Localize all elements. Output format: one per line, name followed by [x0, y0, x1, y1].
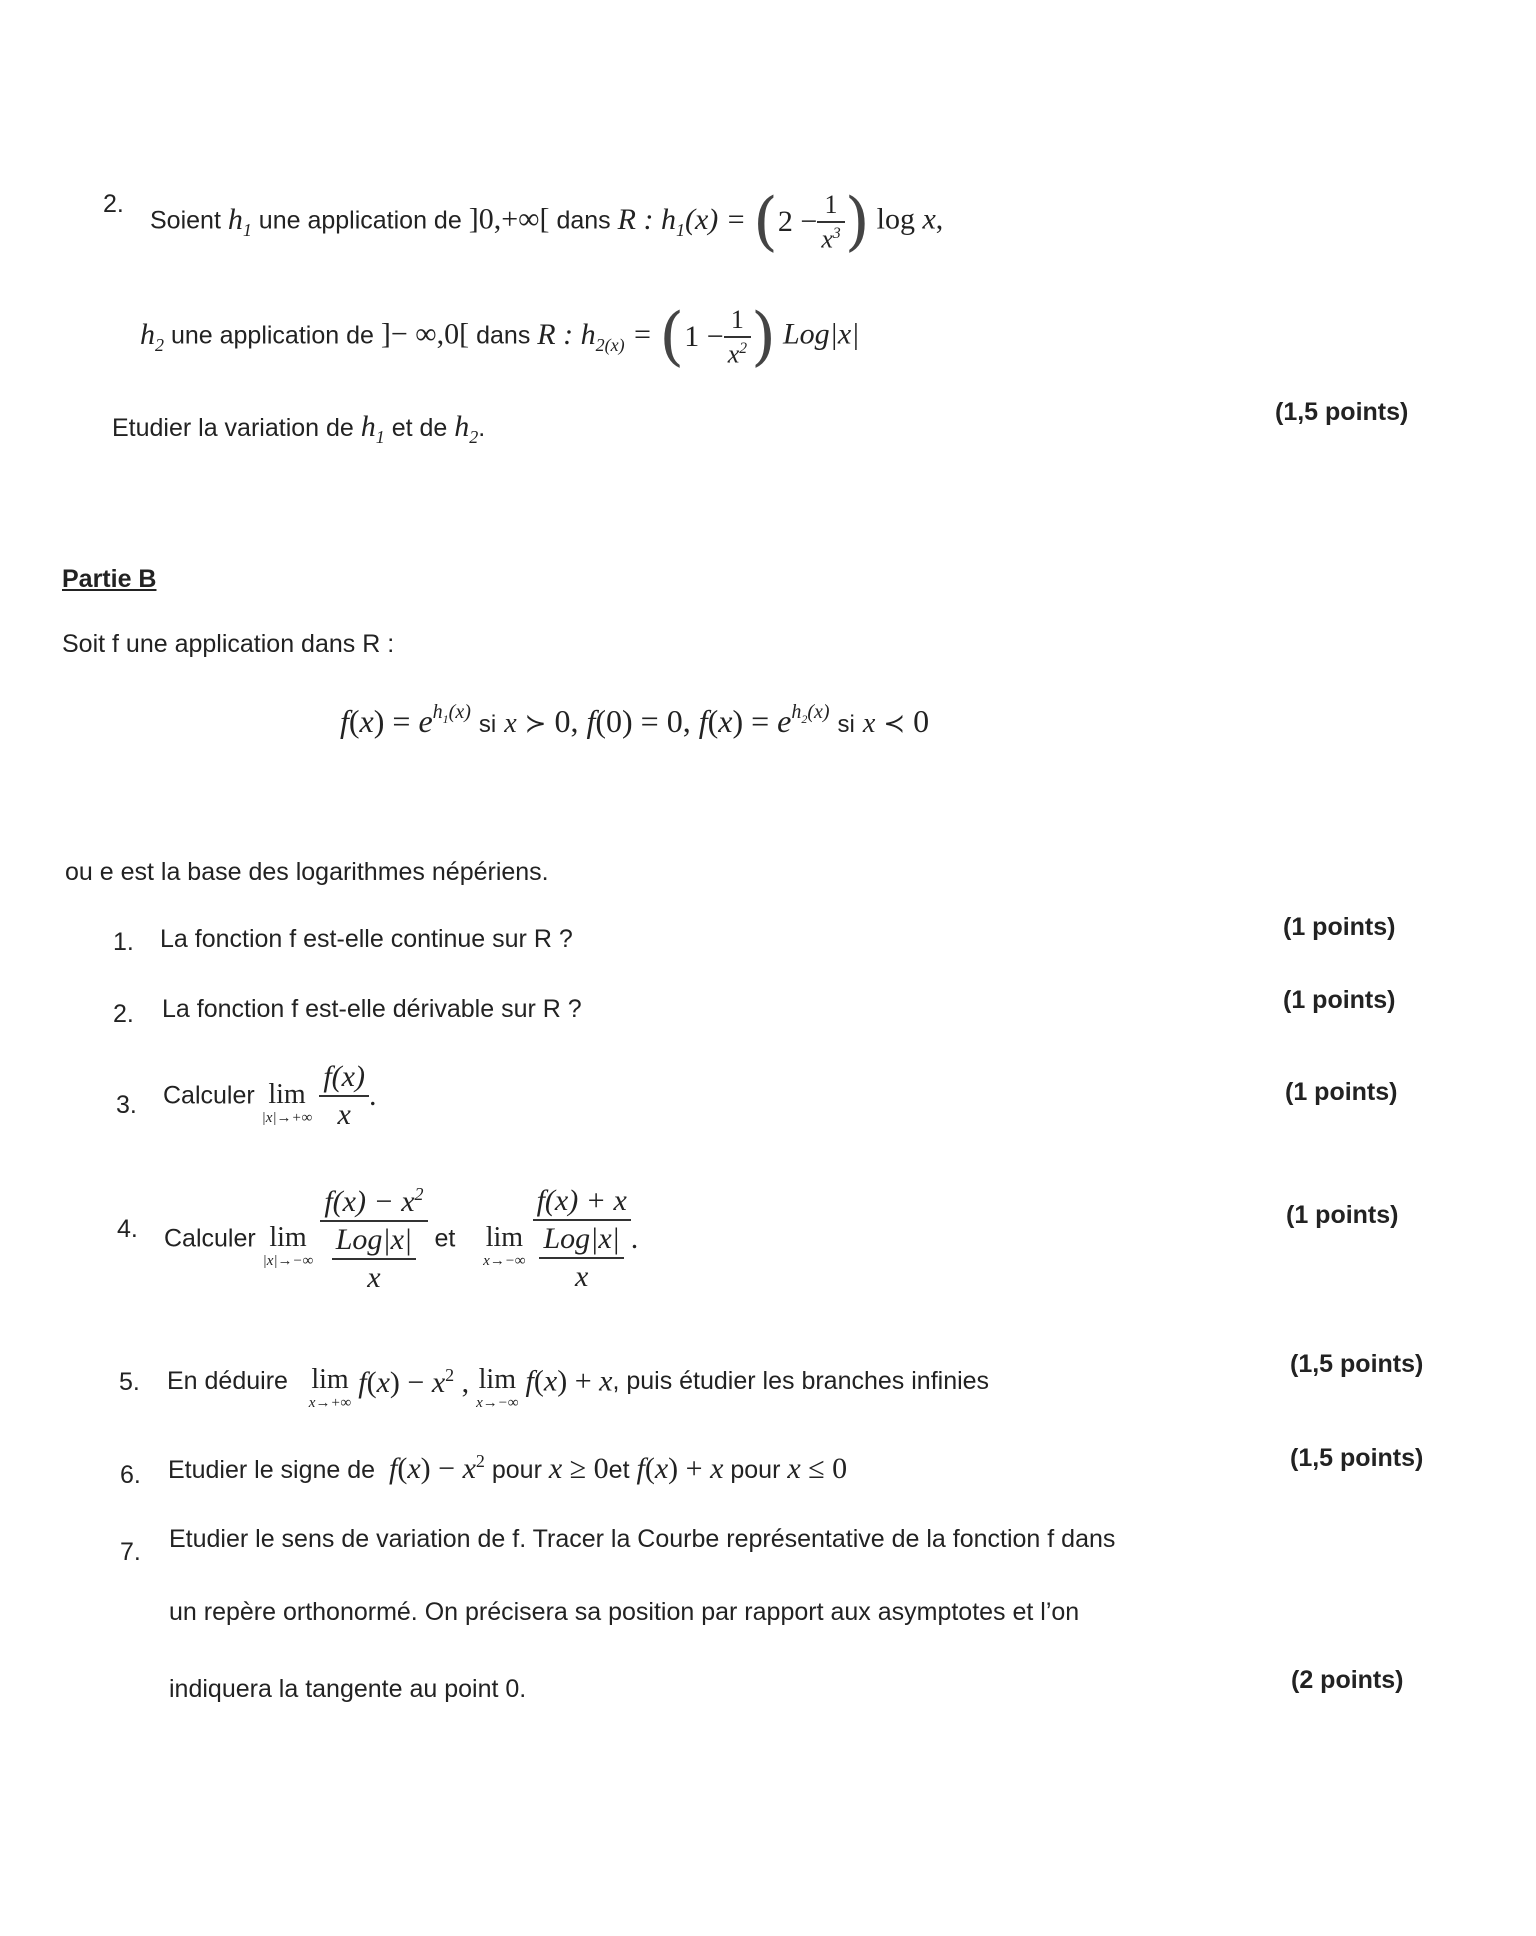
note-text: ou e est la base des logarithmes népériens.	[65, 858, 549, 886]
section-title: Partie B	[62, 565, 157, 593]
points-label: (1 points)	[1286, 1201, 1399, 1229]
question-number: 6.	[120, 1461, 141, 1489]
points-label: (1 points)	[1283, 986, 1396, 1014]
question-text: $h_2$ une application de ]− ∞,0[ dans R : $h_{2(x)} = (1$ − $\frac{1}{x^2}$ ) Log|x|	[140, 300, 860, 374]
question-number: 1.	[113, 928, 134, 956]
question-text: La fonction f est-elle dérivable sur R ?	[162, 995, 582, 1023]
points-label: (1,5 points)	[1290, 1350, 1424, 1378]
question-text: un repère orthonormé. On précisera sa position par rapport aux asymptotes et l’on	[169, 1598, 1080, 1626]
question-text: Etudier la variation de $h_1$ et de $h_2$.	[112, 410, 486, 447]
function-definition: $f(x) = e^{h_1(x)}$ si x ≻ 0, f(0) = 0, $f(x) = e^{h_2(x)}$ si x ≺ 0	[340, 701, 930, 739]
question-number: 4.	[117, 1215, 138, 1243]
points-label: (1 points)	[1283, 913, 1396, 941]
points-label: (1,5 points)	[1275, 398, 1409, 426]
intro-text: Soit f une application dans R :	[62, 630, 395, 658]
question-text: Etudier le sens de variation de f. Tracer la Courbe représentative de la fonction f dans	[169, 1525, 1116, 1553]
question-number: 2.	[113, 1000, 134, 1028]
question-text: Etudier le signe de $f(x) - x^2$ pour x ≥ 0et f(x) + x pour x ≤ 0	[168, 1451, 848, 1485]
question-number: 7.	[120, 1538, 141, 1566]
points-label: (1,5 points)	[1290, 1444, 1424, 1472]
question-text: Soient $h_1$ une application de ]0,+∞[ dans R : $h_1(x) = (2$ − $\frac{1}{x^3}$ ) log x,	[150, 185, 944, 259]
question-text: En déduire lim x→+∞ $f(x) - x^2$ , lim x→−∞ f(x) + x, puis étudier les branches infinies	[167, 1364, 990, 1411]
question-number: 2.	[103, 190, 124, 218]
question-text: Calculer lim |x|→−∞ $\frac{f(x) - x^2}{\frac{\text{Log|x|}}{x}}$ et lim x→−∞ $\frac{f(x) + x}{\frac{\text{Log|x|}}{x}}$ .	[164, 1184, 639, 1294]
question-text: Calculer lim |x|→+∞ $\frac{f(x)}{x}$ .	[163, 1060, 377, 1131]
points-label: (2 points)	[1291, 1666, 1404, 1694]
question-number: 5.	[119, 1368, 140, 1396]
points-label: (1 points)	[1285, 1078, 1398, 1106]
question-text: indiquera la tangente au point 0.	[169, 1675, 527, 1703]
question-number: 3.	[116, 1091, 137, 1119]
question-text: La fonction f est-elle continue sur R ?	[160, 925, 573, 953]
